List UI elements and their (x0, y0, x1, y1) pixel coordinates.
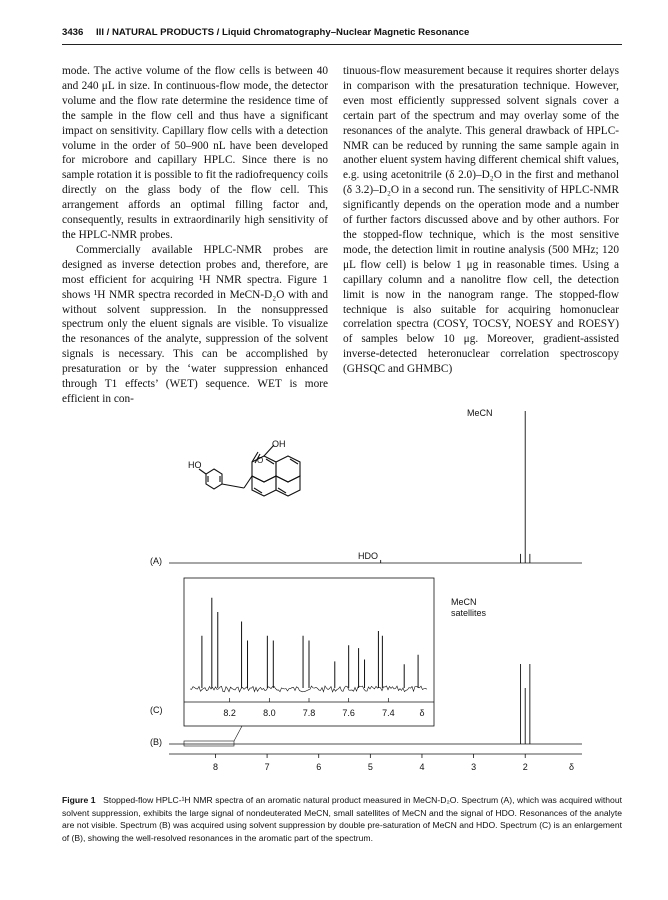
main-axis-unit-label: δ (569, 762, 575, 772)
page-number: 3436 (62, 27, 84, 38)
inset-axis-ticks (223, 698, 424, 718)
paragraph: Commercially available HPLC-NMR probes are designed as inverse detection probes and, therefore, are most efficient for acquiring ¹H NMR spectra. Figure 1 shows ¹H NMR spectra recorded in MeCN-D₂O with and without solvent suppression. In the nonsuppressed spectrum only the eluent signals are visible. To visualize the resonances of the analyte, suppression of the solvent signals is necessary. This can be accomplished by presaturation or by the ‘water suppression enhanced through T1 effects’ (WET) sequence. WET is more efficient in con- (62, 243, 328, 405)
inset-axis-unit-label: δ (419, 708, 425, 718)
spectrum-c-peaks (202, 598, 418, 688)
main-axis-tick-label: 6 (316, 762, 322, 772)
main-axis-tick-label: 3 (471, 762, 477, 772)
paragraph: mode. The active volume of the flow cells is between 40 and 240 μL in size. In continuous-flow mode, the detector volume and the flow rate determine the residence time of the sample in the flow cell and thus have a significant impact on sensitivity. Capillary flow cells with a detection volume in the order of 50–900 nL have been developed for microbore and capillary HPLC. Since there is no sample rotation it is possible to fit the radiofrequency coils directly on the glass body of the flow cell. This arrangement affords an optimal filling factor and, consequently, results in extraordinarily high sensitivity of the HPLC-NMR probes. (62, 65, 328, 241)
panel-label-c: (C) (150, 705, 163, 715)
figure-1 (62, 400, 622, 782)
structure-label-ho: HO (188, 460, 202, 470)
inset-axis-tick-label: 7.8 (302, 708, 316, 718)
main-axis-tick-label: 4 (419, 762, 425, 772)
figure-caption (62, 794, 622, 844)
mecn-satellites-label: MeCN satellites (451, 597, 487, 618)
inset-axis-tick-label: 7.6 (342, 708, 355, 718)
inset-axis-tick-label: 8.0 (263, 708, 276, 718)
hdo-label: HDO (358, 551, 378, 561)
caption-label: Figure 1 (62, 795, 96, 805)
spectrum-a-peaks (381, 411, 530, 563)
expanded-region-marker (184, 741, 234, 746)
running-title: III / NATURAL PRODUCTS / Liquid Chromatography–Nuclear Magnetic Resonance (96, 27, 470, 38)
main-axis-tick-label: 2 (522, 762, 528, 772)
panel-label-b: (B) (150, 737, 162, 747)
chemical-structure-drawing (199, 445, 300, 496)
structure-label-o: O (257, 456, 264, 465)
main-axis-tick-label: 8 (212, 762, 218, 772)
main-axis-tick-label: 7 (264, 762, 270, 772)
mecn-label: MeCN (467, 408, 493, 418)
running-header (62, 27, 622, 38)
left-column (62, 64, 328, 407)
right-column (343, 64, 619, 377)
header-rule (62, 44, 622, 45)
spectrum-b-peaks (521, 664, 530, 744)
caption-text: Stopped-flow HPLC-¹H NMR spectra of an aromatic natural product measured in MeCN-D₂O. Spectrum (A), which was acquired without solvent suppression, exhibits the large signal of nondeuterated MeCN, small satellites of MeCN and the signal of HDO. Resonances of the analyte are not visible. Spectrum (B) was acquired using solvent suppression by double pre-saturation of MeCN and HDO. Spectrum (C) is an enlargement of (B), showing the well-resolved resonances in the aromatic part of the spectrum. (62, 795, 622, 843)
structure-label-oh: OH (272, 439, 286, 449)
main-axis-tick-label: 5 (367, 762, 373, 772)
main-axis-ticks (213, 754, 574, 772)
inset-axis-tick-label: 7.4 (382, 708, 395, 718)
panel-label-a: (A) (150, 556, 162, 566)
nmr-spectra-plot (62, 400, 622, 782)
inset-axis-tick-label: 8.2 (223, 708, 236, 718)
paragraph: tinuous-flow measurement because it requires shorter delays in comparison with the presaturation technique. However, even most efficiently suppressed solvent signals cover a certain part of the spectrum and may overlay some of the resonances of the analyte. This general drawback of HPLC-NMR can be reduced by running the same sample again in another eluent system having different chemical shift values, e.g. using acetonitrile (δ 2.0)–D₂O in the first and methanol (δ 3.2)–D₂O in a second run. The sensitivity of HPLC-NMR significantly depends on the operation mode and a number of further factors discussed above and by other authors. For the stopped-flow technique, which is the most sensitive mode, the detection limit in routine analysis (500 MHz; 120 μL flow cell) is below 1 μg in reasonable times. Using a capillary column and a nanolitre flow cell, the detection limit is now in the nanogram range. The stopped-flow technique is also suitable for acquiring homonuclear correlation spectra (COSY, TOCSY, NOESY and ROESY) of samples below 10 μg. Moreover, gradient-assisted inverse-detected heteronuclear correlation spectroscopy (GHSQC and GHMBC) (343, 65, 619, 376)
